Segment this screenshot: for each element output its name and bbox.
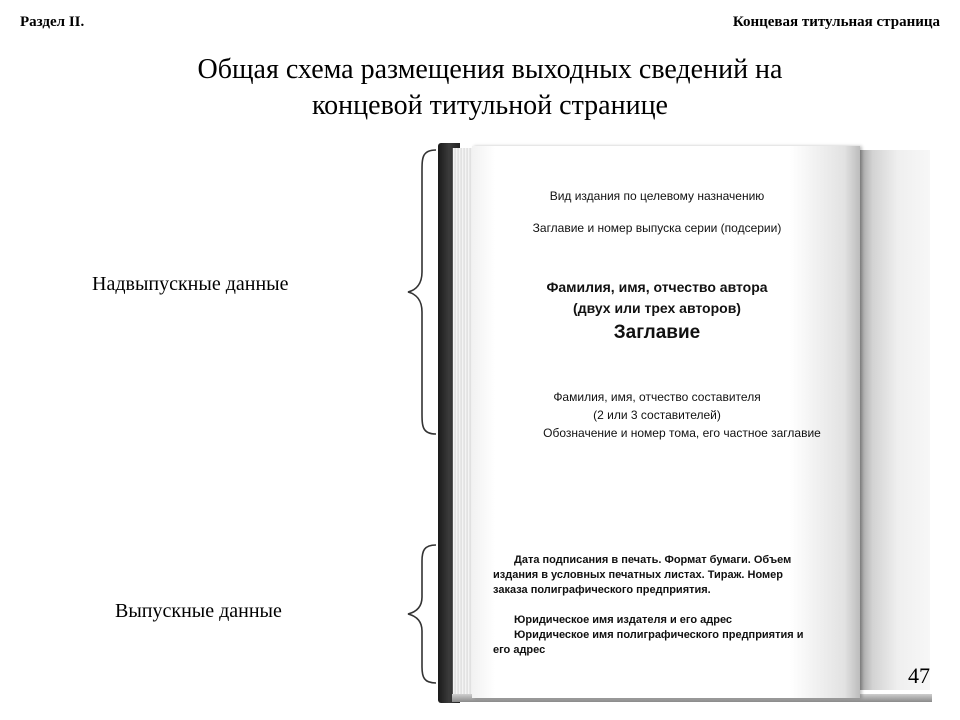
main-title-text: Заглавие xyxy=(613,322,701,343)
compiler-text: Фамилия, имя, отчество составителя xyxy=(553,390,761,404)
release-info-line: издания в условных печатных листах. Тираж. Номер xyxy=(493,569,784,581)
compiler-count-text: (2 или 3 составителей) xyxy=(593,408,721,422)
above-release-brace xyxy=(400,148,440,436)
publication-type-text: Вид издания по целевому назначению xyxy=(549,189,765,203)
section-label: Раздел II. xyxy=(20,14,85,30)
slide-title-line: Общая схема размещения выходных сведений на xyxy=(197,54,783,85)
release-info-line: Юридическое имя издателя и его адрес xyxy=(514,614,733,626)
author-count-text: (двух или трех авторов) xyxy=(573,300,741,316)
release-brace xyxy=(400,543,440,685)
above-release-label: Надвыпускные данные xyxy=(92,273,289,295)
slide-title xyxy=(0,52,960,124)
release-info-line: заказа полиграфического предприятия. xyxy=(493,584,711,596)
release-info-line: Юридическое имя полиграфического предприятия и xyxy=(514,629,804,641)
slide-title-line: концевой титульной странице xyxy=(312,90,668,121)
author-text: Фамилия, имя, отчество автора xyxy=(546,279,768,295)
series-title-text: Заглавие и номер выпуска серии (подсерии) xyxy=(532,221,782,235)
release-info-line: Дата подписания в печать. Формат бумаги. Объем xyxy=(514,554,792,566)
release-label: Выпускные данные xyxy=(115,600,282,622)
release-info-line: его адрес xyxy=(493,644,546,656)
topic-label: Концевая титульная страница xyxy=(732,14,940,30)
volume-text: Обозначение и номер тома, его частное заглавие xyxy=(543,426,821,440)
book-facing-page xyxy=(858,150,930,690)
slide-page-number: 47 xyxy=(908,663,930,688)
